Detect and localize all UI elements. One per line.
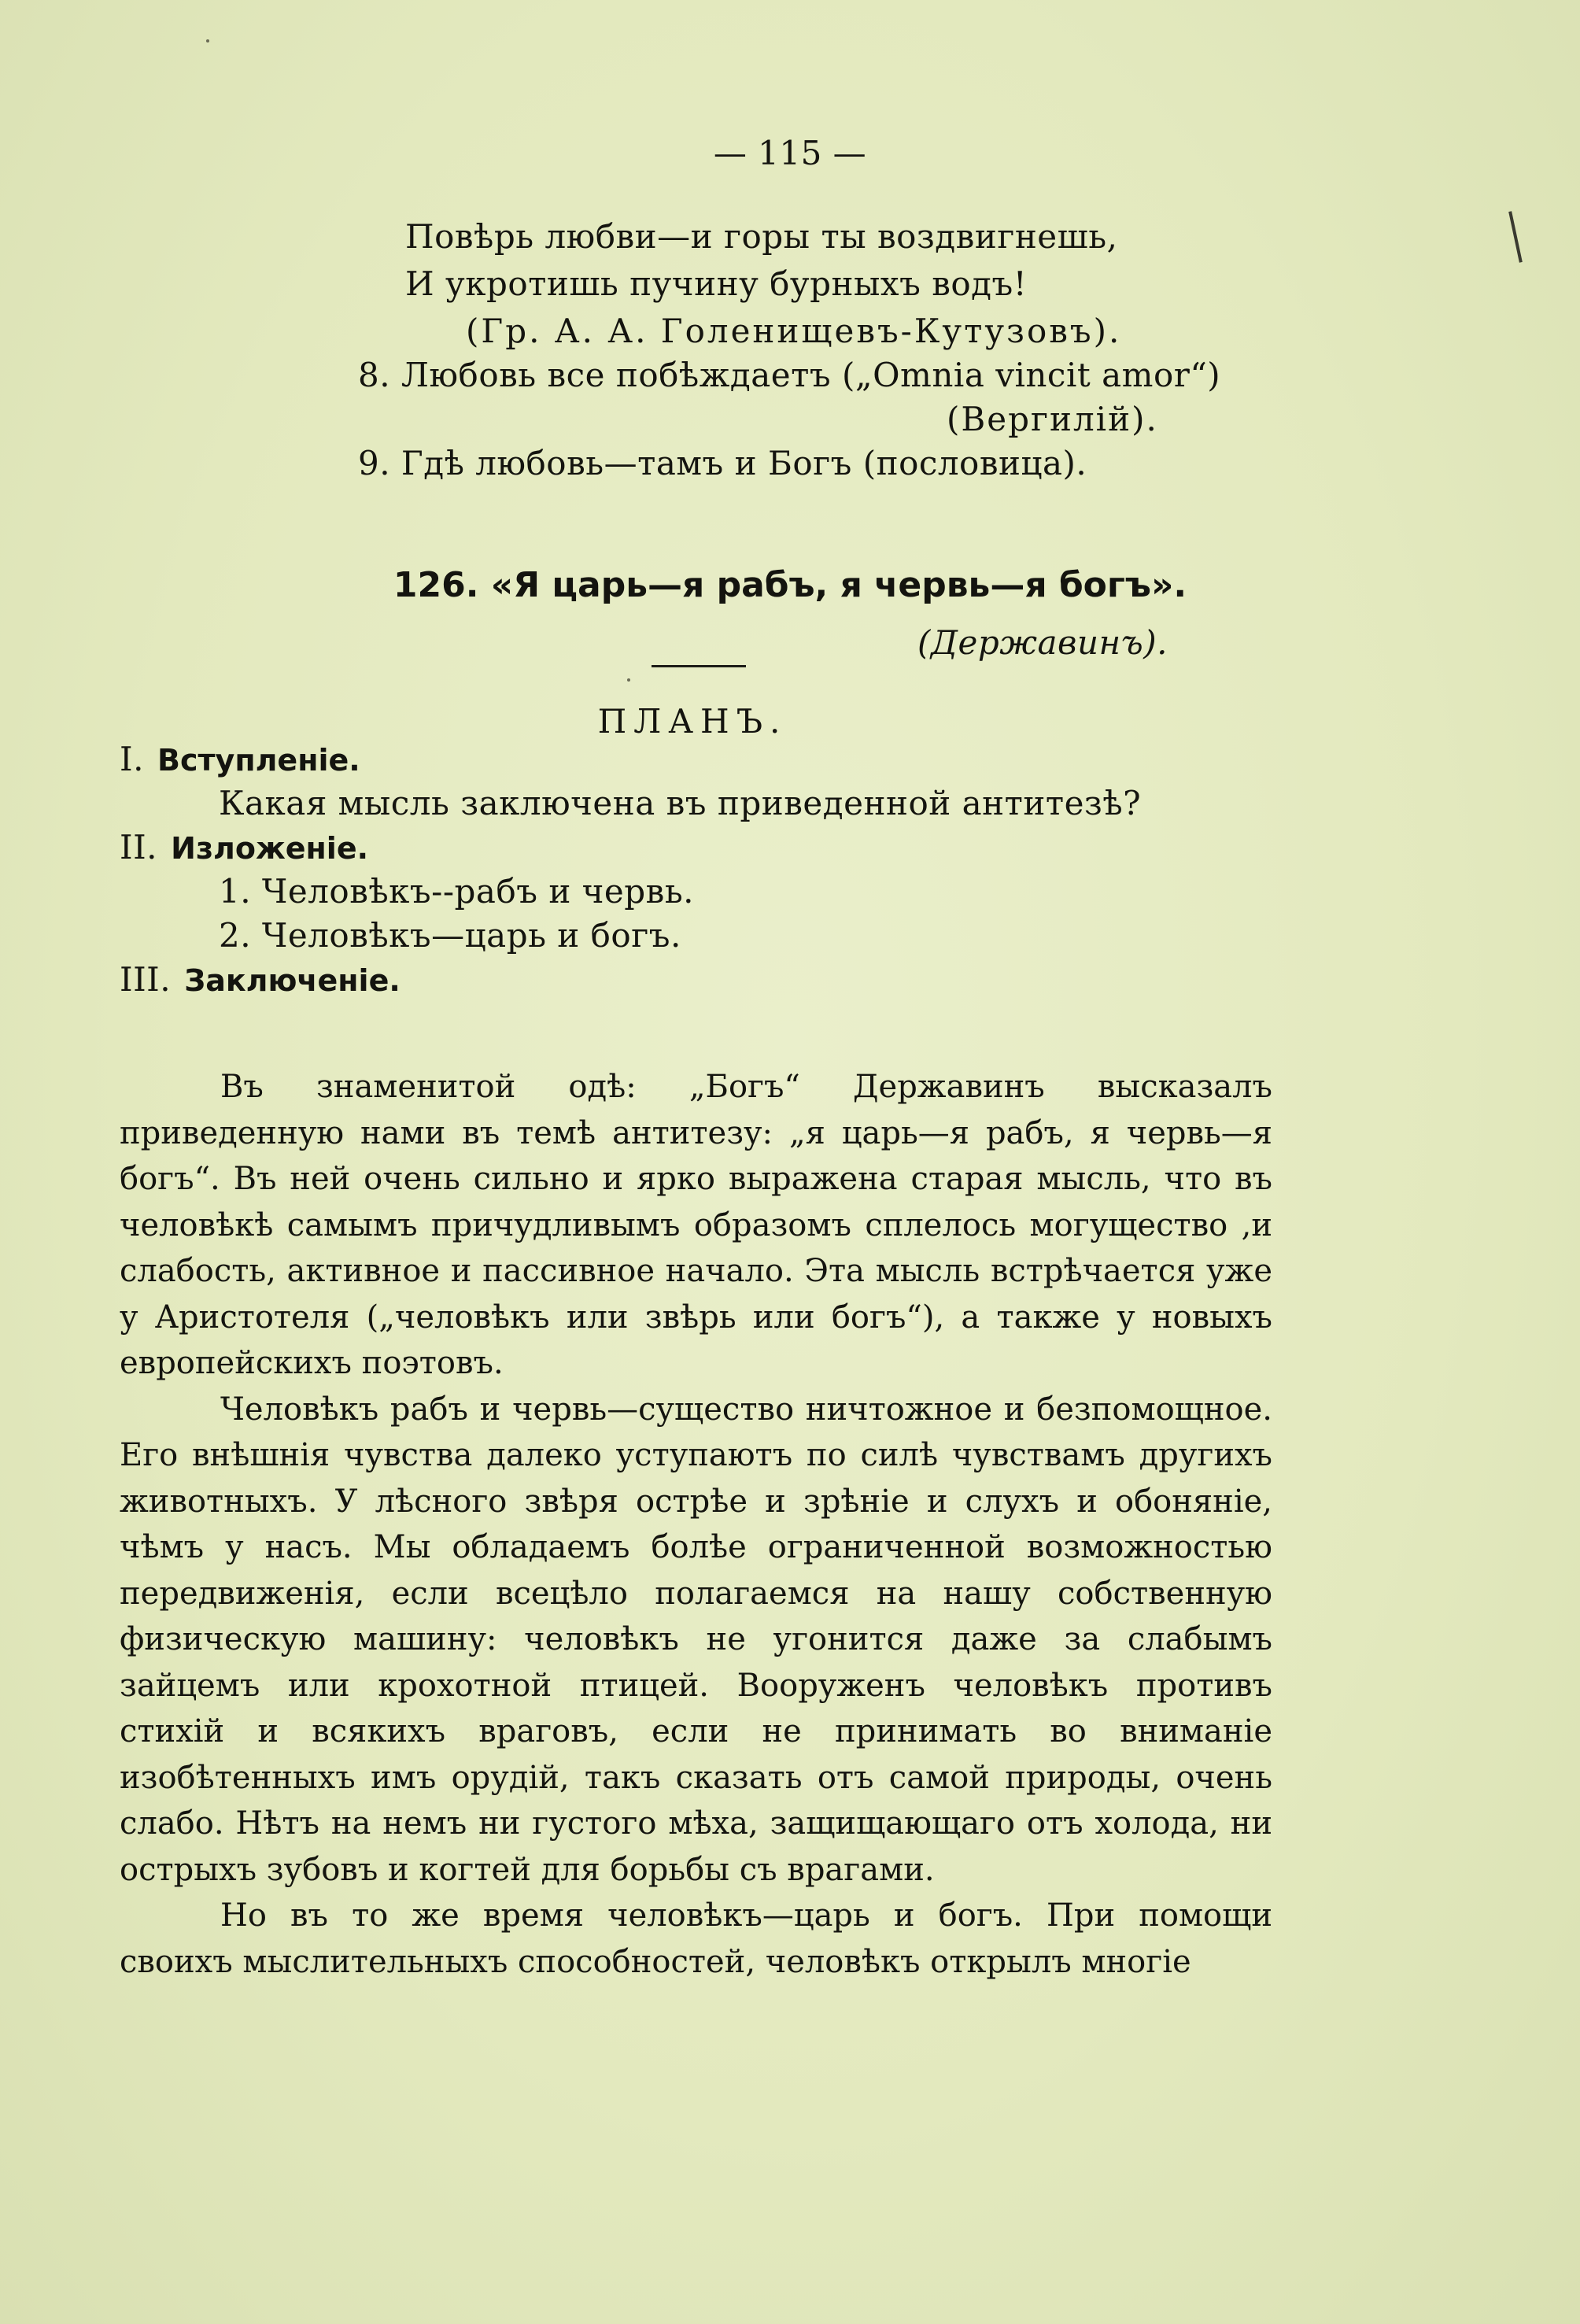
quote-item: 8. Любовь все побѣждаетъ („Omnia vincit amor“)	[358, 356, 1221, 394]
plan-roman: I.	[120, 740, 144, 778]
section-attribution: (Державинъ).	[917, 623, 1168, 662]
poem-line: Повѣрь любви—и горы ты воздвигнешь,	[405, 217, 1118, 256]
poem-attribution: (Гр. А. А. Голенищевъ-Кутузовъ).	[466, 312, 1122, 350]
plan-label: Заключеніе.	[184, 963, 401, 998]
plan-section	[120, 828, 368, 866]
plan-roman: III.	[120, 960, 172, 999]
essay-body	[120, 1064, 1272, 1985]
paper-speck	[627, 678, 630, 682]
quote-item: 9. Гдѣ любовь—тамъ и Богъ (пословица).	[358, 444, 1087, 482]
ink-mark	[1508, 211, 1523, 262]
plan-label: Вступленіе.	[157, 743, 360, 778]
section-title: 126. «Я царь—я рабъ, я червь—я богъ».	[393, 565, 1187, 605]
paragraph: Въ знаменитой одѣ: „Богъ“ Державинъ высказалъ приведенную нами въ темѣ антитезу: „я царь—я рабъ, я червь—я богъ“. Въ ней очень сильно и ярко выражена старая мысль, что въ человѣкѣ самымъ причудливымъ образомъ сплелось могущество ,и слабость, активное и пассивное начало. Эта мысль встрѣчается уже у Аристотеля („человѣкъ или звѣрь или богъ“), а также у новыхъ европейскихъ поэтовъ.	[120, 1069, 1272, 1381]
divider	[652, 665, 746, 667]
poem-line: И укротишь пучину бурныхъ водъ!	[405, 264, 1028, 303]
quote-attribution: (Вергилій).	[947, 400, 1158, 438]
plan-roman: II.	[120, 828, 158, 866]
paragraph: Но въ то же время человѣкъ—царь и богъ. При помощи своихъ мыслительныхъ способностей, человѣкъ открылъ многіе	[120, 1897, 1272, 1980]
plan-heading: ПЛАНЪ.	[597, 702, 788, 741]
plan-section	[120, 960, 401, 999]
plan-label: Изложеніе.	[171, 831, 369, 866]
plan-text: 2. Человѣкъ—царь и богъ.	[219, 916, 681, 955]
plan-text: Какая мысль заключена въ приведенной антитезѣ?	[219, 784, 1142, 822]
paragraph: Человѣкъ рабъ и червь—существо ничтожное и безпомощное. Его внѣшнія чувства далеко уступаютъ по силѣ чувствамъ другихъ животныхъ. У лѣсного звѣря острѣе и зрѣніе и слухъ и обоняніе, чѣмъ у насъ. Мы обладаемъ болѣе ограниченной возможностью передвиженія, если всецѣло полагаемся на нашу собственную физическую машину: человѣкъ не угонится даже за слабымъ зайцемъ или крохотной птицей. Вооруженъ человѣкъ противъ стихій и всякихъ враговъ, если не принимать во вниманіе изобѣтенныхъ имъ орудій, такъ сказать отъ самой природы, очень слабо. Нѣтъ на немъ ни густого мѣха, защищающаго отъ холода, ни острыхъ зубовъ и когтей для борьбы съ врагами.	[120, 1391, 1272, 1888]
page-number: — 115 —	[713, 134, 867, 172]
plan-section	[120, 740, 360, 778]
paper-speck	[206, 39, 209, 42]
plan-text: 1. Человѣкъ--рабъ и червь.	[219, 872, 695, 911]
